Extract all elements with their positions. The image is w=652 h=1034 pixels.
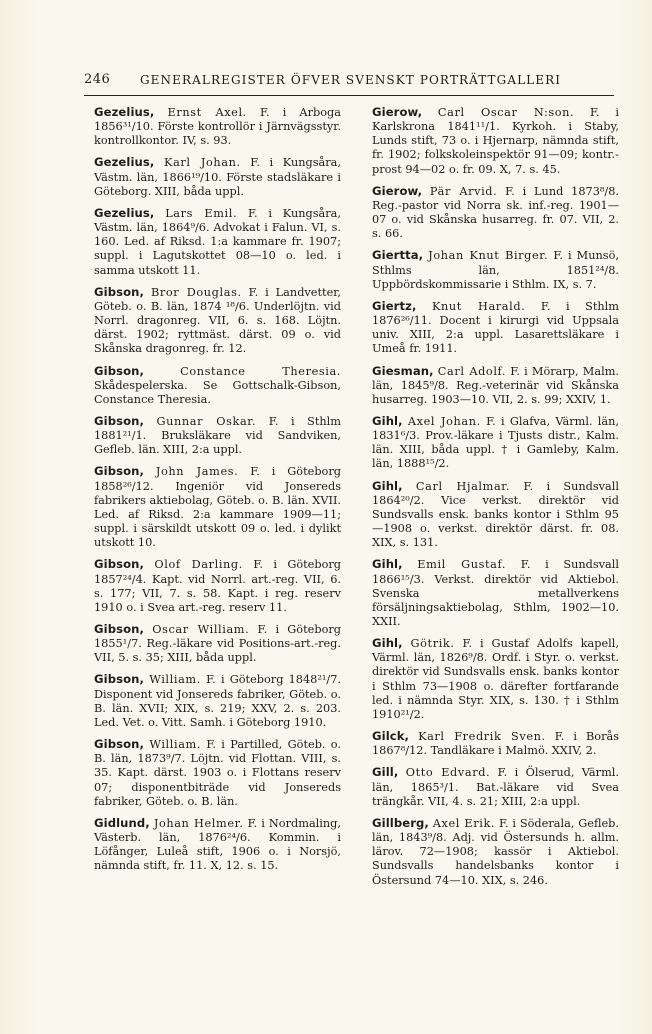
left-column xyxy=(94,105,341,881)
register-entry xyxy=(372,364,619,407)
entry-details: F. i Göteborg 1858²⁶/12. Ingeniör vid Jonsereds fabrikers aktiebolag, Göteb. o. B. län. XVII. Led. af Riksd. 2:a kammare 1909—11; suppl. i särskildt utskott 09 o. led. i dylikt utskott 10. xyxy=(94,465,341,550)
entry-surname: Gibson, xyxy=(94,363,145,378)
register-entry xyxy=(94,816,341,874)
entry-surname: Gierow, xyxy=(372,105,423,119)
entry-given-names: Olof Darling. xyxy=(154,558,243,572)
entry-given-names: Axel Johan. xyxy=(407,414,481,428)
register-entry xyxy=(372,414,619,472)
page-header xyxy=(84,72,614,92)
register-entry xyxy=(372,248,619,291)
register-entry xyxy=(94,285,341,357)
register-entry xyxy=(94,464,341,550)
register-entry xyxy=(94,622,341,665)
register-entry xyxy=(372,105,619,177)
entry-details: Skådespelerska. Se Gottschalk-Gibson, Constance Theresia. xyxy=(94,378,341,406)
entry-details: F. i Partilled, Göteb. o. B. län, 1873⁹/7. Löjtn. vid Flottan. VIII, s. 35. Kapt. därst. 1903 o. i Flottans reserv 07; disponentbiträde vid Jonsereds fabriker, Göteb. o. B. län. xyxy=(94,738,342,808)
entry-given-names: Knut Harald. xyxy=(431,299,526,313)
register-entry xyxy=(94,414,341,457)
entry-given-names: Pär Arvid. xyxy=(429,184,498,198)
entry-surname: Gilck, xyxy=(372,729,410,744)
register-entry xyxy=(372,299,619,357)
entry-given-names: John James. xyxy=(155,465,239,479)
register-entry xyxy=(94,557,341,615)
entry-given-names: Oscar William. xyxy=(152,623,250,636)
entry-given-names: Otto Edvard. xyxy=(405,766,491,780)
entry-surname: Gill, xyxy=(372,765,399,780)
entry-surname: Gibson, xyxy=(94,284,145,299)
entry-details: F. i Göteborg 1857²⁴/4. Kapt. vid Norrl. art.-reg. VII, 6. s. 177; VII, 7. s. 58. Kapt. i reg. reserv 1910 o. i Svea art.-reg. reserv 11. xyxy=(94,558,342,614)
entry-details: F. i Arboga 1856³¹/10. Förste kontrollör i Järnvägsstyr. kontrollkontor. IV, s. 93. xyxy=(94,106,341,148)
entry-surname: Giertta, xyxy=(372,248,424,263)
header-rule xyxy=(84,95,614,96)
entry-details: F. i Landvetter, Göteb. o. B. län, 1874 ¹⁸/6. Underlöjtn. vid Norrl. dragonreg. VII, 6. s. 168. Löjtn. därst. 1902; ryttmäst. därst. 09 o. vid Skånska dragonreg. fr. 12. xyxy=(94,285,342,356)
entry-details: F. i Nordmaling, Västerb. län, 1876²⁴/6. Kommin. i Löfånger, Luleå stift, 1906 o. i Norsjö, nämnda stift, fr. 11. X, 12. s. 15. xyxy=(94,816,342,873)
entry-given-names: Gunnar Oskar. xyxy=(156,414,257,428)
register-entry xyxy=(372,479,619,551)
entry-given-names: Johan Helmer. xyxy=(153,816,244,830)
entry-surname: Gihl, xyxy=(372,557,403,572)
entry-surname: Giesman, xyxy=(372,363,434,378)
entry-details: F. i Sundsvall 1864²⁰/2. Vice verkst. direktör vid Sundsvalls ensk. banks kontor i Sthlm 95—1908 o. verkst. direktör därst. fr. 08. XIX, s. 131. xyxy=(372,479,619,550)
entry-given-names: Karl Fredrik Sven. xyxy=(418,730,546,744)
entry-given-names: Götrik. xyxy=(410,637,455,651)
right-column xyxy=(372,105,619,895)
register-entry xyxy=(94,364,341,407)
register-entry xyxy=(372,765,619,808)
entry-details: F. i Borås 1867⁸/12. Tandläkare i Malmö. XXIV, 2. xyxy=(372,730,620,758)
entry-surname: Gihl, xyxy=(372,636,403,651)
entry-details: F. i Karlskrona 1841¹¹/1. Kyrkoh. i Staby, Lunds stift, 73 o. i Hjernarp, nämnda stift, fr. 1902; folkskoleinspektör 91—09; kontr.-prost 94—02 o. fr. 09. X, 7. s. 45. xyxy=(372,106,619,176)
page-number: 246 xyxy=(84,72,111,87)
running-title: GENERALREGISTER ÖFVER SVENSKT PORTRÄTTGALLERI xyxy=(140,73,562,87)
entry-surname: Gillberg, xyxy=(372,815,429,830)
entry-details: F. i Gustaf Adolfs kapell, Värml. län, 1826⁹/8. Ordf. i Styr. o. verkst. direktör vid Sundsvalls ensk. banks kontor i Sthlm 73—1908 o. därefter fortfarande led. i nämnda Styr. XIX, s. 130. † i Sthlm 1910²¹/2. xyxy=(372,637,619,721)
entry-surname: Gibson, xyxy=(94,672,145,687)
entry-details: F. i Munsö, Sthlms län, 1851²⁴/8. Uppbördskommissarie i Sthlm. IX, s. 7. xyxy=(372,249,619,291)
entry-surname: Gihl, xyxy=(372,478,403,493)
entry-surname: Gidlund, xyxy=(94,815,150,830)
entry-surname: Gibson, xyxy=(94,737,145,752)
entry-given-names: Karl Johan. xyxy=(164,156,241,170)
register-entry xyxy=(372,729,619,758)
entry-details: F. i Kungsåra, Västm. län, 1864⁹/6. Advokat i Falun. VI, s. 160. Led. af Riksd. 1:a kammare fr. 1907; suppl. i Lagutskottet 08—10 o. led. i samma utskott 11. xyxy=(94,206,342,277)
entry-given-names: Constance Theresia. xyxy=(180,364,341,378)
register-entry xyxy=(372,636,619,722)
register-entry xyxy=(372,816,619,888)
entry-surname: Gihl, xyxy=(372,413,403,428)
entry-details: F. i Göteborg 1855¹/7. Reg.-läkare vid Positions-art.-reg. VII, 5. s. 35; XIII, båda uppl. xyxy=(94,623,342,665)
entry-details: F. i Kungsåra, Västm. län, 1866¹⁹/10. Förste stadsläkare i Göteborg. XIII, båda uppl. xyxy=(94,156,342,198)
entry-given-names: Lars Emil. xyxy=(165,206,238,220)
entry-details: F. i Lund 1873⁸/8. Reg.-pastor vid Norra sk. inf.-reg. 1901—07 o. vid Skånska husarreg. fr. 07. VII, 2. s. 66. xyxy=(372,184,620,241)
register-entry xyxy=(94,737,341,809)
entry-details: F. i Mörarp, Malm. län, 1845⁹/8. Reg.-veterinär vid Skånska husarreg. 1903—10. VII, 2. s. 99; XXIV, 1. xyxy=(372,364,620,406)
entry-details: F. i Ölserud, Värml. län, 1865³/1. Bat.-läkare vid Svea trängkår. VII, 4. s. 21; XIII, 2:a uppl. xyxy=(372,766,619,808)
entry-given-names: Carl Adolf. xyxy=(437,364,507,378)
entry-given-names: Carl Oscar N:son. xyxy=(437,106,575,119)
entry-surname: Gibson, xyxy=(94,557,145,572)
entry-surname: Gierow, xyxy=(372,183,423,198)
register-entry xyxy=(372,557,619,629)
entry-surname: Gezelius, xyxy=(94,155,155,170)
entry-details: F. i Sthlm 1876²⁶/11. Docent i kirurgi vid Uppsala univ. XIII, 2:a uppl. Lasarettsläkare i Umeå fr. 1911. xyxy=(372,299,620,356)
entry-given-names: Bror Douglas. xyxy=(150,285,242,299)
register-entry xyxy=(372,184,619,242)
entry-given-names: Ernst Axel. xyxy=(167,106,247,119)
entry-surname: Gibson, xyxy=(94,622,145,636)
register-entry xyxy=(94,206,341,278)
entry-details: F. i Sthlm 1881²¹/1. Bruksläkare vid Sandviken, Gefleb. län. XIII, 2:a uppl. xyxy=(94,414,341,457)
entry-surname: Gezelius, xyxy=(94,105,155,119)
register-entry xyxy=(94,105,341,148)
entry-surname: Gibson, xyxy=(94,413,145,428)
register-entry xyxy=(94,155,341,198)
register-entry xyxy=(94,672,341,730)
entry-given-names: William. xyxy=(149,673,201,687)
entry-details: F. i Glafva, Värml. län, 1831⁶/3. Prov.-läkare i Tjusts distr., Kalm. län. XIII, båda uppl. † i Gamleby, Kalm. län, 1888¹⁵/2. xyxy=(372,414,620,471)
entry-surname: Giertz, xyxy=(372,298,417,313)
entry-given-names: William. xyxy=(149,738,202,752)
entry-details: F. i Sundsvall 1866¹⁵/3. Verkst. direktör vid Aktiebol. Svenska metallverkens försäljningsaktiebolag, Sthlm, 1902—10. XXII. xyxy=(372,558,620,628)
entry-surname: Gezelius, xyxy=(94,205,155,220)
entry-surname: Gibson, xyxy=(94,464,145,479)
entry-given-names: Carl Hjalmar. xyxy=(415,479,511,493)
entry-given-names: Axel Erik. xyxy=(432,816,496,830)
entry-given-names: Emil Gustaf. xyxy=(417,558,507,572)
entry-given-names: Johan Knut Birger. xyxy=(428,249,549,263)
entry-details: F. i Göteborg 1848²¹/7. Disponent vid Jonsereds fabriker, Göteb. o. B. län. XVII; XIX, s. 219; XXV, 2. s. 203. Led. Vet. o. Vitt. Samh. i Göteborg 1910. xyxy=(94,673,342,729)
entry-details: F. i Söderala, Gefleb. län, 1843⁹/8. Adj. vid Östersunds h. allm. lärov. 72—1908; kassör i Aktiebol. Sundsvalls handelsbanks kontor i Östersund 74—10. XIX, s. 246. xyxy=(372,816,619,887)
